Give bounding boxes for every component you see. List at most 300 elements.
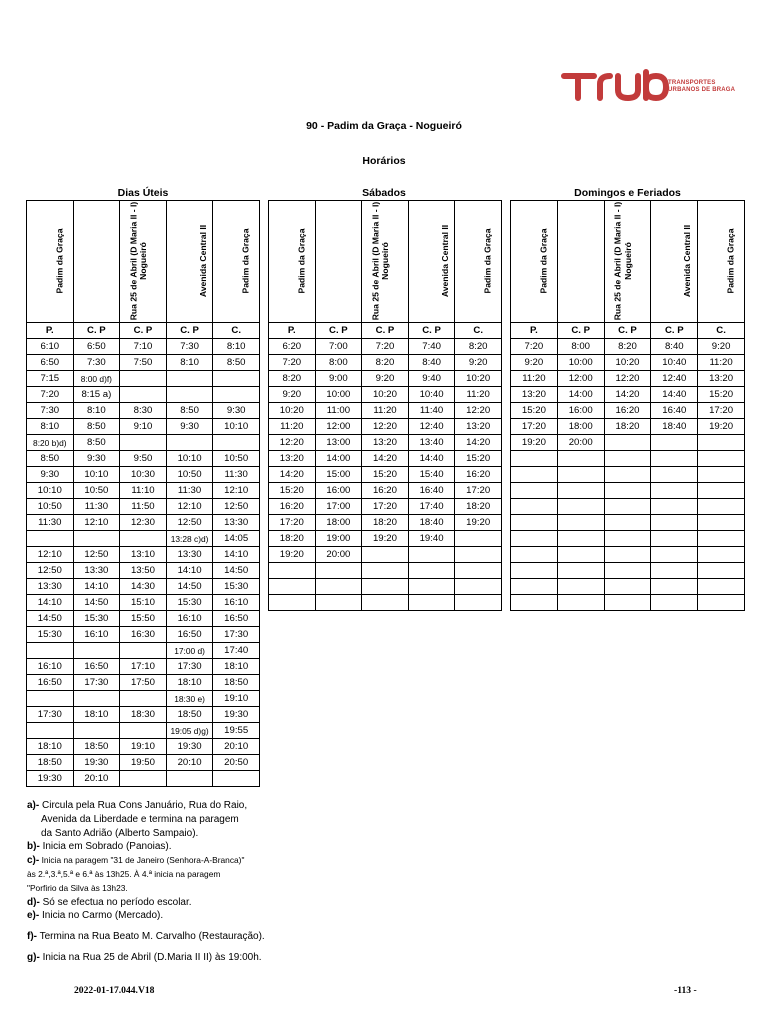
column-header-label: Nogueiró bbox=[622, 242, 633, 280]
time-cell bbox=[651, 451, 698, 467]
table-row bbox=[269, 499, 502, 515]
table-row bbox=[269, 531, 502, 547]
time-cell bbox=[557, 467, 604, 483]
time-cell: 15:00 bbox=[315, 467, 362, 483]
time-cell: 14:05 bbox=[213, 531, 260, 547]
time-cell bbox=[27, 531, 74, 547]
time-cell bbox=[604, 547, 651, 563]
table-row bbox=[511, 531, 745, 547]
stop-code: P. bbox=[27, 323, 74, 339]
time-cell bbox=[604, 563, 651, 579]
logo-subtitle: TRANSPORTES URBANOS DE BRAGA bbox=[668, 80, 736, 93]
table-row bbox=[511, 403, 745, 419]
time-cell: 8:30 bbox=[120, 403, 167, 419]
time-cell: 16:30 bbox=[120, 627, 167, 643]
time-cell: 18:10 bbox=[166, 675, 213, 691]
table-row bbox=[511, 387, 745, 403]
time-cell: 17:50 bbox=[120, 675, 167, 691]
time-cell: 16:00 bbox=[557, 403, 604, 419]
time-cell: 8:10 bbox=[73, 403, 120, 419]
time-cell bbox=[73, 723, 120, 739]
time-cell: 9:10 bbox=[120, 419, 167, 435]
note-label: a)- bbox=[27, 800, 40, 811]
table-row bbox=[269, 547, 502, 563]
time-cell: 14:50 bbox=[73, 595, 120, 611]
time-cell: 14:20 bbox=[362, 451, 409, 467]
column-header bbox=[511, 201, 558, 323]
time-cell: 7:00 bbox=[315, 339, 362, 355]
table-row bbox=[269, 515, 502, 531]
time-cell: 19:20 bbox=[269, 547, 316, 563]
time-cell: 16:00 bbox=[315, 483, 362, 499]
table-row bbox=[511, 499, 745, 515]
time-cell: 19:20 bbox=[455, 515, 502, 531]
time-cell: 6:20 bbox=[269, 339, 316, 355]
time-cell bbox=[511, 467, 558, 483]
time-cell bbox=[511, 531, 558, 547]
table-row bbox=[27, 755, 260, 771]
time-cell: 15:30 bbox=[73, 611, 120, 627]
time-cell: 14:20 bbox=[604, 387, 651, 403]
note-line bbox=[27, 951, 265, 965]
time-cell: 17:10 bbox=[120, 659, 167, 675]
time-cell: 10:20 bbox=[362, 387, 409, 403]
time-cell: 18:50 bbox=[166, 707, 213, 723]
time-cell bbox=[455, 563, 502, 579]
time-cell: 6:50 bbox=[27, 355, 74, 371]
time-cell bbox=[213, 435, 260, 451]
table-row bbox=[27, 355, 260, 371]
note-line bbox=[27, 909, 265, 923]
table-row bbox=[27, 771, 260, 787]
time-cell: 11:30 bbox=[73, 499, 120, 515]
time-cell bbox=[166, 435, 213, 451]
time-cell: 15:30 bbox=[213, 579, 260, 595]
time-cell bbox=[511, 451, 558, 467]
time-cell: 10:30 bbox=[120, 467, 167, 483]
table-row bbox=[27, 499, 260, 515]
time-cell: 13:20 bbox=[269, 451, 316, 467]
table-row bbox=[269, 435, 502, 451]
note-text: às 2.ª,3.ª,5.ª e 6.ª às 13h25. À 4.ª inicia na paragem bbox=[27, 868, 221, 879]
note-label: g)- bbox=[27, 951, 40, 963]
time-cell: 15:30 bbox=[166, 595, 213, 611]
time-cell bbox=[166, 387, 213, 403]
time-cell: 10:20 bbox=[604, 355, 651, 371]
time-cell: 10:00 bbox=[315, 387, 362, 403]
column-header bbox=[27, 201, 74, 323]
time-cell: 12:20 bbox=[455, 403, 502, 419]
time-cell: 17:20 bbox=[455, 483, 502, 499]
time-cell: 15:10 bbox=[120, 595, 167, 611]
column-header-label: Padim da Graça bbox=[725, 228, 736, 294]
time-cell: 12:40 bbox=[651, 371, 698, 387]
time-cell: 17:30 bbox=[27, 707, 74, 723]
column-header bbox=[362, 201, 409, 323]
time-cell bbox=[362, 579, 409, 595]
time-cell: 20:10 bbox=[166, 755, 213, 771]
time-cell bbox=[651, 531, 698, 547]
time-cell: 14:00 bbox=[557, 387, 604, 403]
time-cell bbox=[455, 547, 502, 563]
time-cell: 15:50 bbox=[120, 611, 167, 627]
table-row bbox=[511, 595, 745, 611]
time-cell: 10:40 bbox=[408, 387, 455, 403]
time-cell: 7:30 bbox=[73, 355, 120, 371]
time-cell bbox=[120, 435, 167, 451]
stop-code: C. P bbox=[362, 323, 409, 339]
time-cell: 14:10 bbox=[166, 563, 213, 579]
time-cell bbox=[557, 451, 604, 467]
time-cell: 12:20 bbox=[362, 419, 409, 435]
time-cell bbox=[511, 595, 558, 611]
time-cell bbox=[511, 579, 558, 595]
table-row bbox=[269, 355, 502, 371]
time-cell bbox=[120, 531, 167, 547]
time-cell: 20:00 bbox=[315, 547, 362, 563]
time-cell: 8:10 bbox=[166, 355, 213, 371]
table-row bbox=[27, 371, 260, 387]
time-cell bbox=[511, 499, 558, 515]
time-cell: 8:20 b)d) bbox=[27, 435, 74, 451]
note-text: Inicia na paragem "31 de Janeiro (Senhora-A-Branca)" bbox=[41, 855, 245, 866]
column-header bbox=[557, 201, 623, 323]
time-cell bbox=[651, 467, 698, 483]
table-row bbox=[27, 739, 260, 755]
time-cell bbox=[557, 531, 604, 547]
time-cell bbox=[269, 563, 316, 579]
column-header bbox=[120, 201, 167, 323]
time-cell bbox=[698, 451, 745, 467]
time-cell bbox=[269, 579, 316, 595]
time-cell bbox=[698, 531, 745, 547]
column-header-label: Nogueiró bbox=[137, 242, 148, 280]
time-cell: 17:00 d) bbox=[166, 643, 213, 659]
table-row bbox=[27, 579, 260, 595]
time-cell bbox=[362, 563, 409, 579]
time-cell: 12:20 bbox=[269, 435, 316, 451]
time-cell: 8:00 d)f) bbox=[73, 371, 120, 387]
time-cell bbox=[315, 579, 362, 595]
time-cell: 12:40 bbox=[408, 419, 455, 435]
time-cell: 14:50 bbox=[27, 611, 74, 627]
time-cell: 13:50 bbox=[120, 563, 167, 579]
footer-page-number: -113 - bbox=[674, 985, 697, 996]
time-cell: 12:00 bbox=[557, 371, 604, 387]
time-cell: 15:20 bbox=[362, 467, 409, 483]
time-cell: 11:00 bbox=[315, 403, 362, 419]
table-row bbox=[27, 515, 260, 531]
column-header-label: Padim da Graça bbox=[296, 228, 307, 294]
time-cell: 14:00 bbox=[315, 451, 362, 467]
time-cell: 19:10 bbox=[213, 691, 260, 707]
table-row bbox=[269, 403, 502, 419]
time-cell: 16:40 bbox=[651, 403, 698, 419]
time-cell: 20:10 bbox=[73, 771, 120, 787]
time-cell bbox=[120, 691, 167, 707]
table-row bbox=[27, 691, 260, 707]
time-cell: 14:20 bbox=[269, 467, 316, 483]
time-cell: 12:50 bbox=[73, 547, 120, 563]
time-cell: 8:10 bbox=[213, 339, 260, 355]
time-cell: 16:10 bbox=[73, 627, 120, 643]
time-cell: 19:50 bbox=[120, 755, 167, 771]
time-cell: 9:30 bbox=[27, 467, 74, 483]
table-row bbox=[269, 371, 502, 387]
time-cell bbox=[315, 563, 362, 579]
time-cell: 7:30 bbox=[27, 403, 74, 419]
time-cell: 9:20 bbox=[511, 355, 558, 371]
table-row bbox=[27, 531, 260, 547]
time-cell: 16:10 bbox=[166, 611, 213, 627]
time-cell: 20:10 bbox=[213, 739, 260, 755]
time-cell: 19:20 bbox=[698, 419, 745, 435]
time-cell: 9:30 bbox=[213, 403, 260, 419]
note-text: Circula pela Rua Cons Januário, Rua do Raio, bbox=[42, 800, 248, 811]
table-row bbox=[27, 723, 260, 739]
page-title: 90 - Padim da Graça - Nogueiró bbox=[306, 120, 462, 132]
time-cell: 14:10 bbox=[27, 595, 74, 611]
time-cell: 8:00 bbox=[557, 339, 604, 355]
time-cell bbox=[698, 595, 745, 611]
time-cell bbox=[408, 579, 455, 595]
time-cell: 11:50 bbox=[120, 499, 167, 515]
time-cell: 14:40 bbox=[651, 387, 698, 403]
column-header-label: Rua 25 de Abril (D Maria II - I) bbox=[369, 201, 380, 321]
time-cell: 11:40 bbox=[408, 403, 455, 419]
time-cell bbox=[651, 579, 698, 595]
time-cell: 9:40 bbox=[408, 371, 455, 387]
table-row bbox=[27, 547, 260, 563]
time-cell bbox=[557, 515, 604, 531]
time-cell: 18:30 bbox=[120, 707, 167, 723]
time-cell: 19:30 bbox=[73, 755, 120, 771]
time-cell bbox=[213, 387, 260, 403]
time-cell bbox=[120, 371, 167, 387]
note-line bbox=[27, 930, 265, 944]
timetable-dias-uteis bbox=[26, 200, 260, 787]
time-cell bbox=[455, 579, 502, 595]
time-cell: 7:10 bbox=[120, 339, 167, 355]
time-cell bbox=[408, 595, 455, 611]
time-cell: 16:50 bbox=[73, 659, 120, 675]
time-cell bbox=[604, 595, 651, 611]
table-row bbox=[27, 403, 260, 419]
time-cell: 10:20 bbox=[455, 371, 502, 387]
column-header bbox=[269, 201, 316, 323]
stop-code: C. P bbox=[120, 323, 167, 339]
time-cell: 8:50 bbox=[213, 355, 260, 371]
timetable-domingos-feriados bbox=[510, 200, 745, 611]
time-cell bbox=[651, 547, 698, 563]
time-cell bbox=[604, 499, 651, 515]
time-cell bbox=[698, 563, 745, 579]
time-cell bbox=[651, 595, 698, 611]
note-text: Termina na Rua Beato M. Carvalho (Restauração). bbox=[39, 931, 265, 943]
time-cell: 12:00 bbox=[315, 419, 362, 435]
time-cell: 13:30 bbox=[27, 579, 74, 595]
table-row bbox=[511, 419, 745, 435]
time-cell: 18:40 bbox=[651, 419, 698, 435]
note-text: Inicia na Rua 25 de Abril (D.Maria II II) às 19:00h. bbox=[42, 951, 262, 963]
table-row bbox=[511, 371, 745, 387]
time-cell bbox=[651, 483, 698, 499]
time-cell bbox=[557, 579, 604, 595]
note-line bbox=[27, 882, 265, 896]
table-row bbox=[511, 467, 745, 483]
time-cell: 7:20 bbox=[362, 339, 409, 355]
stop-code: C. P bbox=[651, 323, 698, 339]
time-cell bbox=[557, 595, 604, 611]
column-header bbox=[315, 201, 380, 323]
time-cell: 7:20 bbox=[511, 339, 558, 355]
table-row bbox=[27, 435, 260, 451]
time-cell bbox=[455, 595, 502, 611]
time-cell: 12:30 bbox=[120, 515, 167, 531]
table-row bbox=[27, 451, 260, 467]
section-title-domingos: Domingos e Feriados bbox=[574, 187, 681, 199]
time-cell: 18:50 bbox=[213, 675, 260, 691]
time-cell: 13:30 bbox=[166, 547, 213, 563]
time-cell: 15:20 bbox=[511, 403, 558, 419]
time-cell: 10:00 bbox=[557, 355, 604, 371]
stop-code: C. P bbox=[73, 323, 120, 339]
note-line bbox=[27, 840, 265, 854]
time-cell: 12:10 bbox=[166, 499, 213, 515]
time-cell: 16:10 bbox=[27, 659, 74, 675]
time-cell: 19:40 bbox=[408, 531, 455, 547]
time-cell: 8:40 bbox=[651, 339, 698, 355]
time-cell bbox=[698, 515, 745, 531]
time-cell: 18:30 e) bbox=[166, 691, 213, 707]
time-cell bbox=[557, 499, 604, 515]
stop-code: C. P bbox=[604, 323, 651, 339]
stop-code: C. bbox=[213, 323, 260, 339]
table-row bbox=[511, 355, 745, 371]
time-cell: 9:20 bbox=[362, 371, 409, 387]
time-cell: 11:20 bbox=[455, 387, 502, 403]
time-cell: 13:40 bbox=[408, 435, 455, 451]
time-cell: 15:40 bbox=[408, 467, 455, 483]
time-cell: 18:00 bbox=[315, 515, 362, 531]
time-cell: 13:30 bbox=[73, 563, 120, 579]
time-cell: 18:10 bbox=[27, 739, 74, 755]
footer-version: 2022-01-17.044.V18 bbox=[74, 985, 155, 996]
time-cell: 10:50 bbox=[73, 483, 120, 499]
time-cell bbox=[651, 515, 698, 531]
time-cell bbox=[651, 563, 698, 579]
time-cell: 17:40 bbox=[213, 643, 260, 659]
table-row bbox=[511, 515, 745, 531]
time-cell: 10:10 bbox=[213, 419, 260, 435]
time-cell bbox=[557, 563, 604, 579]
time-cell: 11:20 bbox=[269, 419, 316, 435]
time-cell bbox=[362, 595, 409, 611]
stop-code: C. bbox=[455, 323, 502, 339]
stop-code: C. P bbox=[557, 323, 604, 339]
note-line bbox=[27, 896, 265, 910]
time-cell: 14:10 bbox=[73, 579, 120, 595]
time-cell bbox=[557, 483, 604, 499]
table-row bbox=[27, 467, 260, 483]
time-cell: 12:20 bbox=[604, 371, 651, 387]
time-cell bbox=[120, 387, 167, 403]
time-cell: 16:50 bbox=[213, 611, 260, 627]
time-cell: 8:50 bbox=[27, 451, 74, 467]
time-cell bbox=[362, 547, 409, 563]
column-header-label: Padim da Graça bbox=[54, 228, 65, 294]
time-cell: 18:10 bbox=[213, 659, 260, 675]
time-cell: 13:20 bbox=[455, 419, 502, 435]
column-header-label: Avenida Central II bbox=[439, 224, 450, 298]
time-cell: 14:30 bbox=[120, 579, 167, 595]
table-row bbox=[511, 579, 745, 595]
time-cell: 8:10 bbox=[27, 419, 74, 435]
time-cell: 11:30 bbox=[166, 483, 213, 499]
time-cell bbox=[120, 723, 167, 739]
time-cell: 8:50 bbox=[73, 435, 120, 451]
time-cell bbox=[698, 499, 745, 515]
time-cell: 19:00 bbox=[315, 531, 362, 547]
time-cell: 7:30 bbox=[166, 339, 213, 355]
time-cell: 17:30 bbox=[213, 627, 260, 643]
time-cell: 9:30 bbox=[166, 419, 213, 435]
time-cell: 9:20 bbox=[455, 355, 502, 371]
time-cell: 15:20 bbox=[698, 387, 745, 403]
time-cell bbox=[604, 515, 651, 531]
timetable-sabados bbox=[268, 200, 502, 611]
time-cell: 17:20 bbox=[698, 403, 745, 419]
time-cell: 12:10 bbox=[73, 515, 120, 531]
time-cell: 7:50 bbox=[120, 355, 167, 371]
time-cell: 12:10 bbox=[27, 547, 74, 563]
note-label: b)- bbox=[27, 841, 40, 853]
time-cell: 14:50 bbox=[213, 563, 260, 579]
time-cell bbox=[651, 435, 698, 451]
note-text: da Santo Adrião (Alberto Sampaio). bbox=[41, 827, 199, 839]
time-cell: 9:20 bbox=[269, 387, 316, 403]
time-cell: 13:20 bbox=[362, 435, 409, 451]
time-cell: 18:50 bbox=[73, 739, 120, 755]
note-text: Só se efectua no período escolar. bbox=[42, 896, 192, 908]
time-cell: 19:10 bbox=[120, 739, 167, 755]
time-cell: 13:28 c)d) bbox=[166, 531, 213, 547]
note-text: Inicia em Sobrado (Panoias). bbox=[42, 841, 172, 853]
column-header bbox=[455, 201, 502, 323]
time-cell: 17:00 bbox=[315, 499, 362, 515]
time-cell: 18:20 bbox=[362, 515, 409, 531]
time-cell: 10:50 bbox=[213, 451, 260, 467]
table-row bbox=[27, 643, 260, 659]
time-cell: 16:50 bbox=[27, 675, 74, 691]
time-cell: 8:40 bbox=[408, 355, 455, 371]
notes bbox=[27, 799, 265, 965]
time-cell: 13:00 bbox=[315, 435, 362, 451]
time-cell: 13:30 bbox=[213, 515, 260, 531]
note-line bbox=[27, 799, 265, 813]
table-row bbox=[27, 387, 260, 403]
time-cell bbox=[269, 595, 316, 611]
note-label: c)- bbox=[27, 855, 40, 867]
time-cell: 9:30 bbox=[73, 451, 120, 467]
time-cell bbox=[166, 371, 213, 387]
note-line bbox=[27, 827, 265, 841]
note-text: Avenida da Liberdade e termina na paragem bbox=[41, 813, 239, 825]
time-cell bbox=[604, 435, 651, 451]
time-cell bbox=[213, 771, 260, 787]
time-cell: 18:20 bbox=[455, 499, 502, 515]
table-row bbox=[511, 563, 745, 579]
